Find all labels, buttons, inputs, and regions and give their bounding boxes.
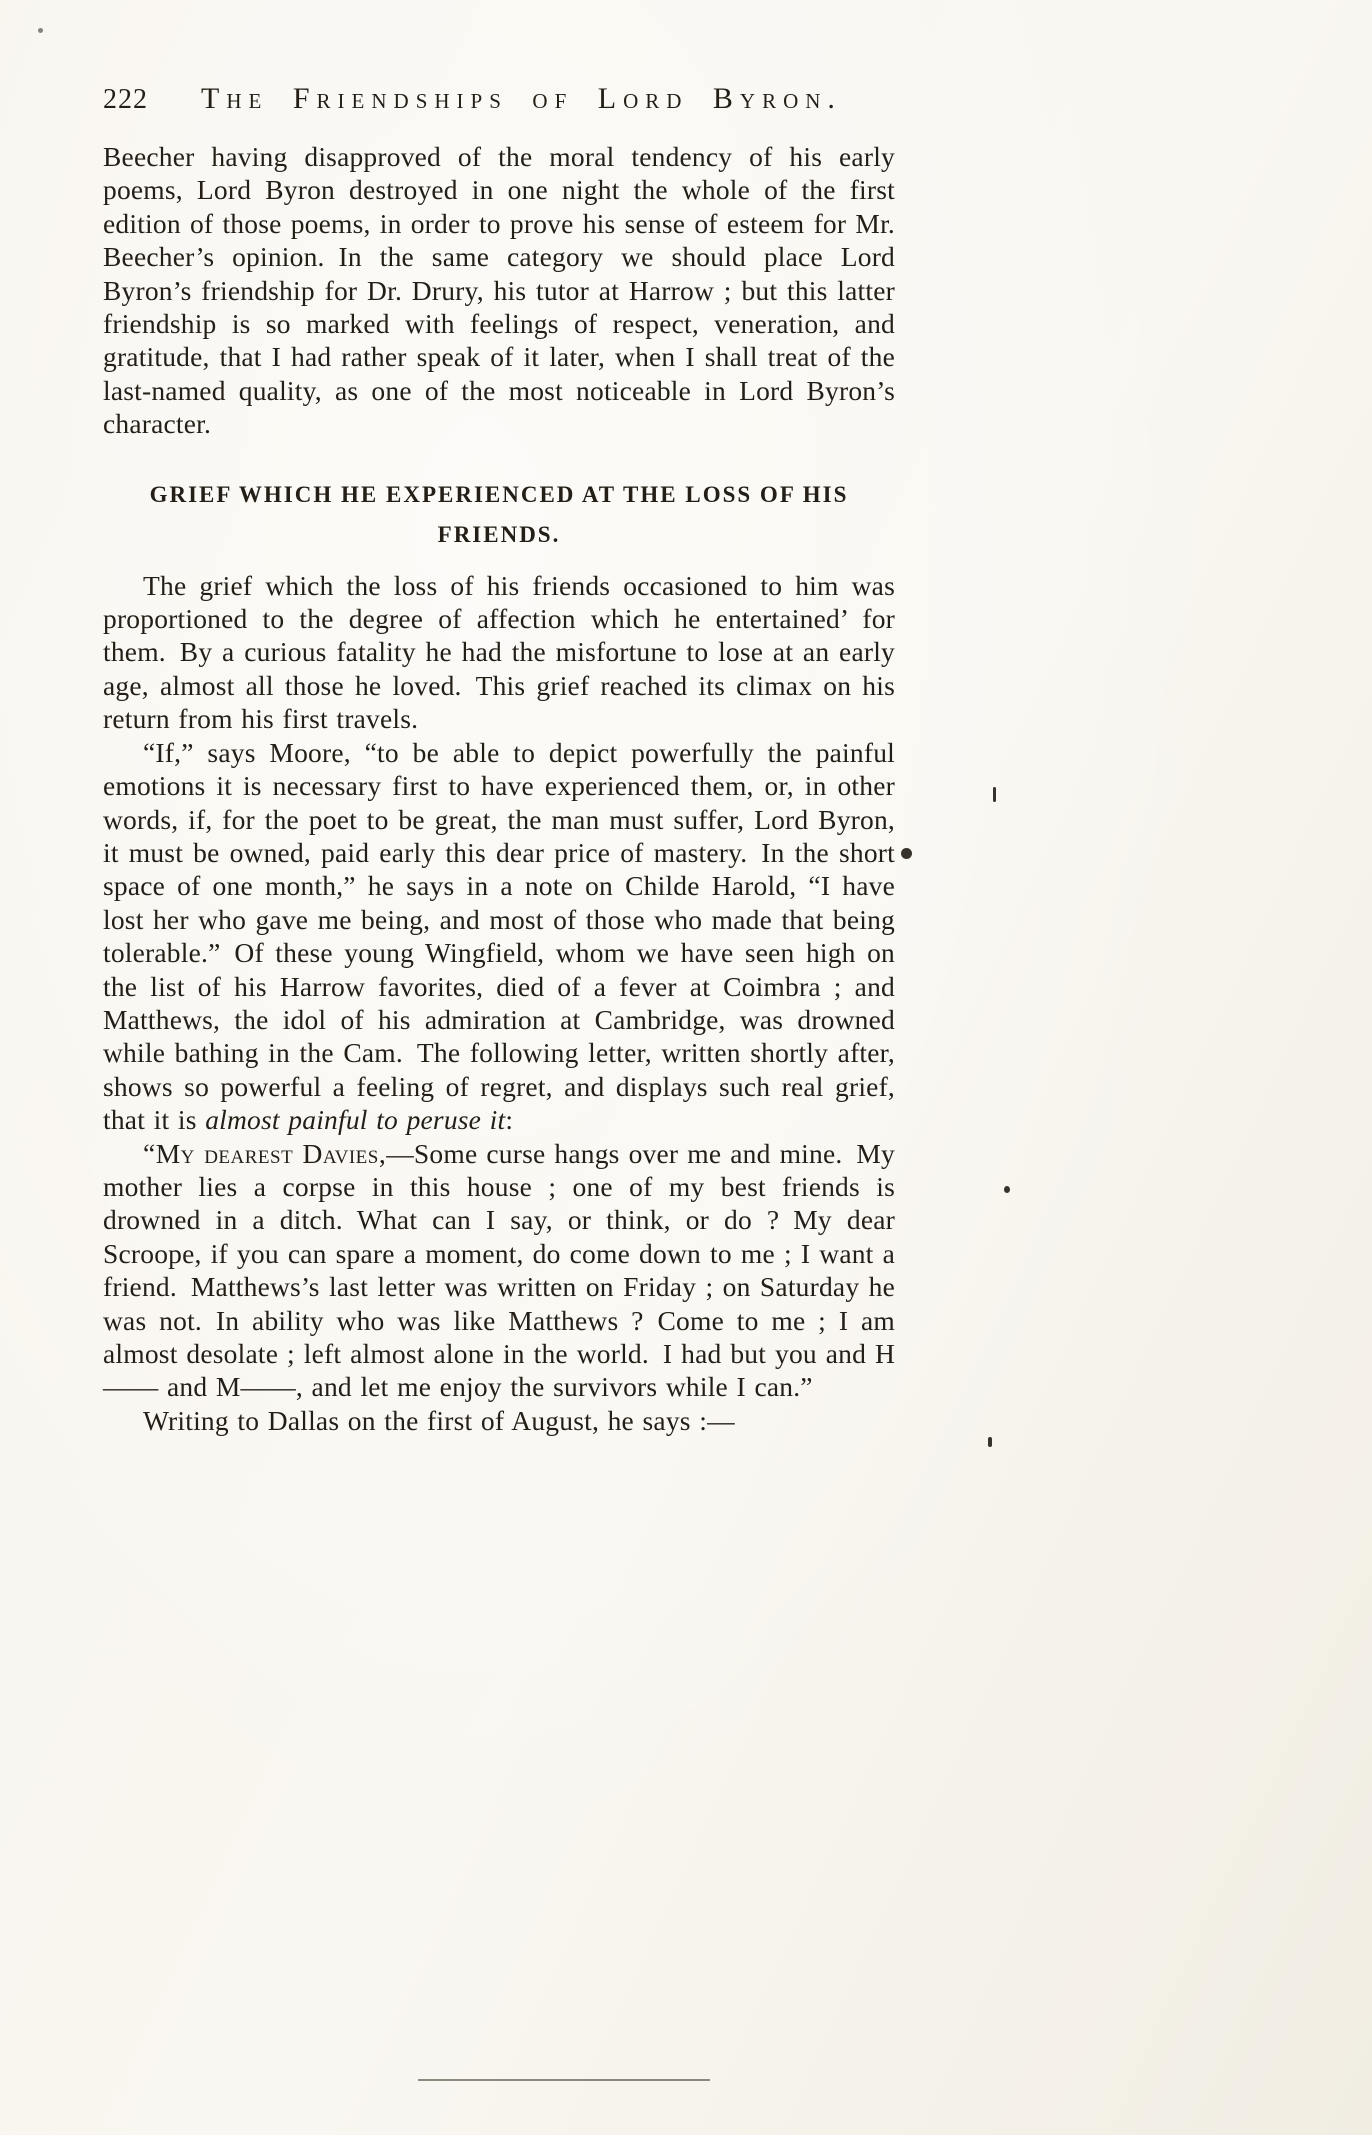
running-title: The Friendships of Lord Byron. [201, 82, 842, 115]
moore-quote-end: : [505, 1104, 514, 1136]
scan-artifact-speck [988, 1437, 992, 1447]
paragraph-letter [103, 1137, 895, 1404]
scan-artifact-tick [993, 787, 996, 802]
paragraph-grief: The grief which the loss of his friends occasioned to him was proportioned to the degree of affection which he entertained’ for them. By a curious fatality he had the misfortune to lose at an early age, almost all those he loved. This grief reached its climax on his return from his first travels. [103, 569, 895, 735]
letter-salutation: “My dearest Davies, [143, 1137, 387, 1169]
paragraph-closing: Writing to Dallas on the first of August, he says :— [143, 1404, 735, 1436]
paragraph-moore-quote [103, 736, 895, 1137]
scan-artifact-speck [1004, 1186, 1010, 1193]
moore-quote-text: “If,” says Moore, “to be able to depict powerfully the painful emotions it is necessary first to have experienced them, or, in other words, if, for the poet to be great, the man must suffer, Lord Byron, it must be owned, paid early this dear price of mastery. In the short space of one month,” he says in a note on Childe Harold, “I have lost her who gave me being, and most of those who made that being tolerable.” Of these young Wingfield, whom we have seen high on the list of his Harrow favorites, died of a fever at Coimbra ; and Matthews, the idol of his admiration at Cambridge, was drowned while bathing in the Cam. The following letter, written shortly after, shows so powerful a feeling of regret, and displays such real grief, that it is [103, 736, 895, 1136]
page-body [103, 140, 895, 1437]
scan-artifact-speck [38, 28, 43, 33]
opening-paragraph: Beecher having disapproved of the moral tendency of his early poems, Lord Byron destroyed in one night the whole of the first edition of those poems, in order to prove his sense of esteem for Mr. Beecher’s opinion. In the same category we should place Lord Byron’s friendship for Dr. Drury, his tutor at Harrow ; but this latter friendship is so marked with feelings of respect, veneration, and gratitude, that I had rather speak of it later, when I shall treat of the last-named quality, as one of the most noticeable in Lord Byron’s character. [103, 141, 895, 440]
italic-phrase: almost painful to peruse it [205, 1104, 506, 1136]
section-heading-line-2: FRIENDS. [437, 521, 561, 547]
scan-artifact-dot [901, 848, 912, 859]
section-heading-line-1: GRIEF WHICH HE EXPERIENCED AT THE LOSS OF HIS [149, 481, 849, 507]
letter-body: —Some curse hangs over me and mine. My mother lies a corpse in this house ; one of my best friends is drowned in a ditch. What can I say, or think, or do ? My dear Scroope, if you can spare a moment, do come down to me ; I want a friend. Matthews’s last letter was written on Friday ; on Saturday he was not. In ability who was like Matthews ? Come to me ; I am almost desolate ; left almost alone in the world. I had but you and H—— and M——, and let me enjoy the survivors while I can.” [103, 1137, 895, 1403]
page-number: 222 [103, 84, 148, 115]
bottom-rule [418, 2079, 710, 2081]
page-header [103, 82, 895, 116]
section-heading [103, 475, 895, 555]
